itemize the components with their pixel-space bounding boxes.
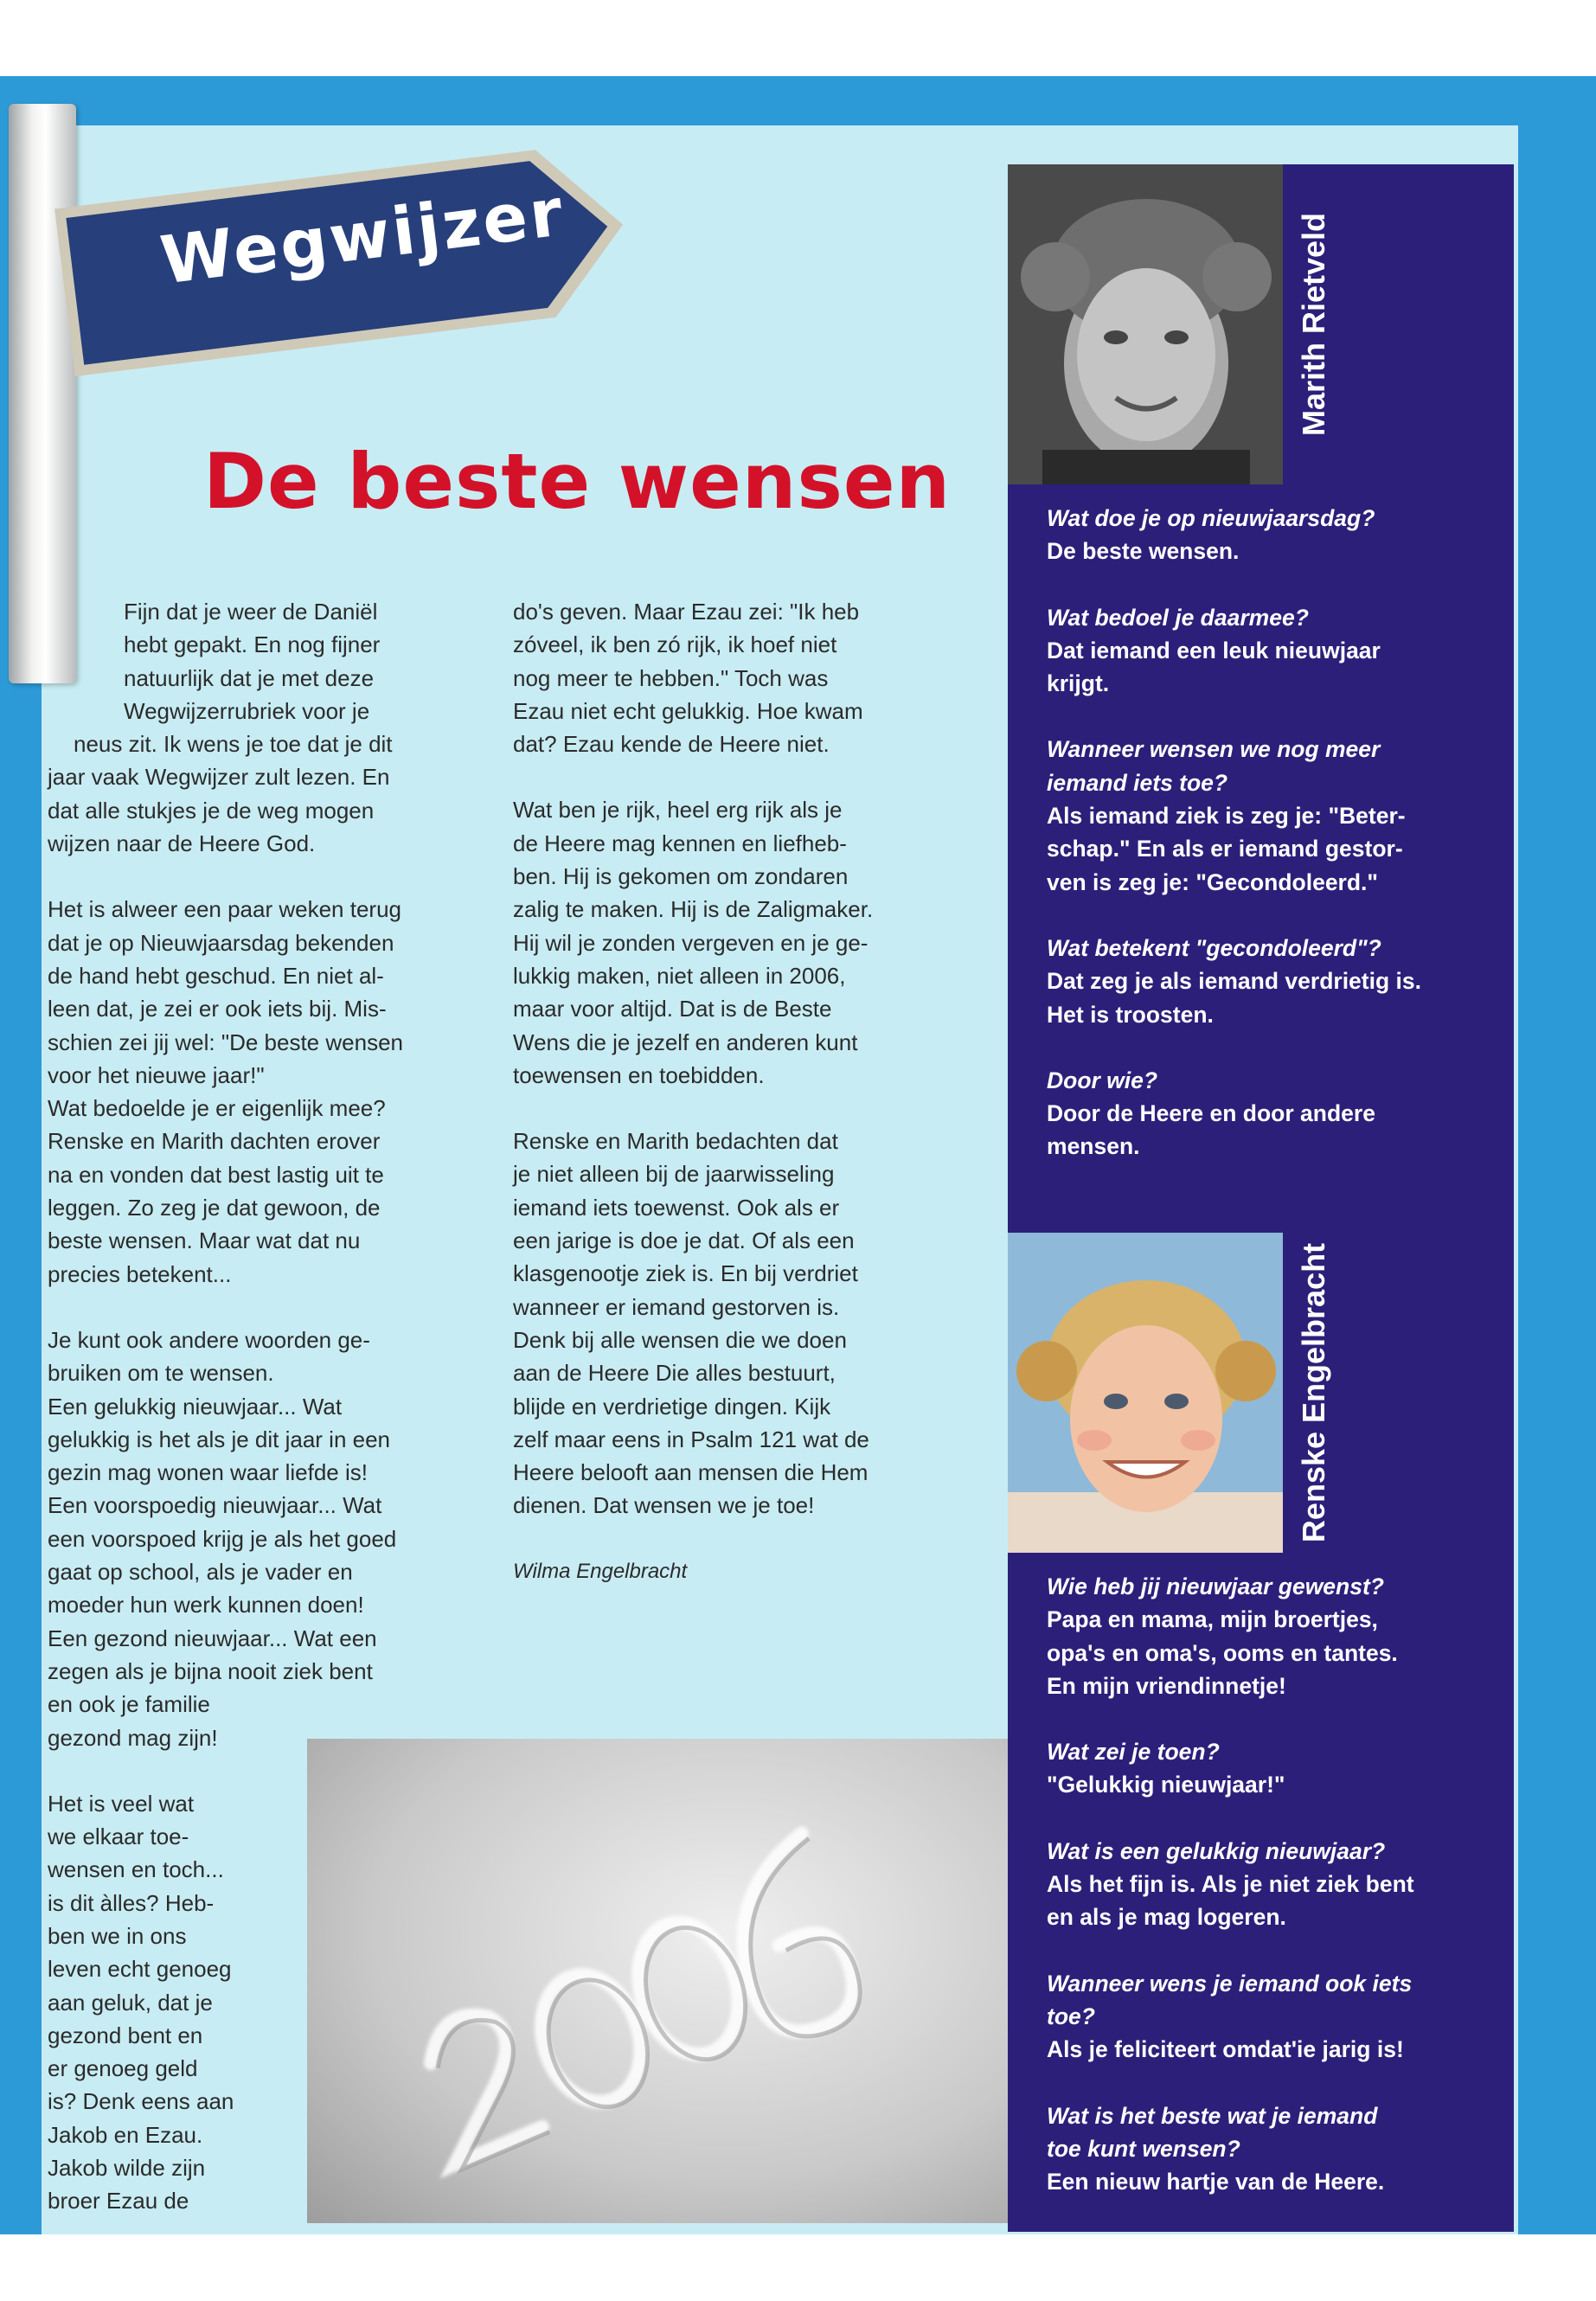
- answer: krijgt.: [1047, 670, 1110, 697]
- text-line: Jakob en Ezau.: [48, 2121, 203, 2148]
- name-label-marith: [1283, 164, 1345, 484]
- answer: En mijn vriendinnetje!: [1047, 1672, 1286, 1699]
- paragraph: [513, 595, 945, 760]
- text-line: Denk bij alle wensen die we doen: [513, 1326, 847, 1353]
- text-line: Het is alweer een paar weken terug: [48, 896, 402, 923]
- text-line: Hij wil je zonden vergeven en je ge-: [513, 929, 869, 956]
- text-line: Heere belooft aan mensen die Hem: [513, 1459, 869, 1486]
- text-line: Renske en Marith bedachten dat: [513, 1128, 838, 1155]
- text-line: Wegwijzerrubriek voor je: [124, 697, 370, 724]
- text-line: dat alle stukjes je de weg mogen: [48, 797, 375, 824]
- text-line: maar voor altijd. Dat is de Beste: [513, 996, 832, 1022]
- text-line: we elkaar toe-: [48, 1823, 189, 1850]
- answer: Een nieuw hartje van de Heere.: [1047, 2169, 1385, 2195]
- answer: en als je mag logeren.: [1047, 1904, 1286, 1931]
- qa-item: [1047, 932, 1497, 1031]
- text-line: leggen. Zo zeg je dat gewoon, de: [48, 1195, 381, 1221]
- text-line: gezond bent en: [48, 2022, 203, 2048]
- text-line: ben. Hij is gekomen om zondaren: [513, 863, 849, 890]
- text-line: gaat op school, als je vader en: [48, 1559, 353, 1586]
- text-line: er genoeg geld: [48, 2055, 198, 2082]
- text-line: Wat bedoelde je er eigenlijk mee?: [48, 1095, 386, 1122]
- interview-panel: [1008, 164, 1514, 2232]
- snow-2006-drawing: [307, 1739, 1008, 2223]
- text-line: schien zei jij wel: "De beste wensen: [48, 1029, 403, 1055]
- text-line: natuurlijk dat je met deze: [124, 664, 375, 691]
- question: Wat betekent "gecondoleerd"?: [1047, 934, 1381, 961]
- author-byline: Wilma Engelbracht: [513, 1559, 688, 1583]
- answer: De beste wensen.: [1047, 538, 1240, 565]
- text-line: en ook je familie: [48, 1691, 210, 1718]
- qa-item: [1047, 733, 1497, 898]
- text-line: is? Denk eens aan: [48, 2088, 234, 2115]
- question: Wat is een gelukkig nieuwjaar?: [1047, 1837, 1386, 1864]
- text-line: Een gelukkig nieuwjaar... Wat: [48, 1393, 343, 1420]
- question: Wat doe je op nieuwjaarsdag?: [1047, 505, 1375, 531]
- answer: "Gelukkig nieuwjaar!": [1047, 1772, 1285, 1798]
- text-line: iemand iets toewenst. Ook als er: [513, 1194, 840, 1221]
- text-line: toewensen en toebidden.: [513, 1061, 765, 1088]
- text-line: dienen. Dat wensen we je toe!: [513, 1492, 815, 1519]
- interview-marith: [1047, 502, 1497, 1196]
- qa-item: [1047, 502, 1497, 568]
- text-line: leven echt genoeg: [48, 1956, 232, 1983]
- text-line: een voorspoed krijg je als het goed: [48, 1525, 397, 1552]
- answer: schap." En als er iemand gestor-: [1047, 836, 1403, 862]
- answer: mensen.: [1047, 1133, 1140, 1160]
- text-line: bruiken om te wensen.: [48, 1360, 274, 1387]
- text-line: jaar vaak Wegwijzer zult lezen. En: [48, 764, 390, 791]
- paragraph-intro: [48, 595, 471, 860]
- text-line: gezin mag wonen waar liefde is!: [48, 1459, 368, 1486]
- text-line: wensen en toch...: [48, 1856, 224, 1883]
- text-line: voor het nieuwe jaar!": [48, 1061, 265, 1088]
- text-line: Renske en Marith dachten erover: [48, 1128, 381, 1155]
- answer: Door de Heere en door andere: [1047, 1100, 1375, 1127]
- text-line: zóveel, ik ben zó rijk, ik hoef niet: [513, 631, 837, 658]
- section-sign-label: Wegwijzer: [156, 173, 569, 299]
- text-line: Je kunt ook andere woorden ge-: [48, 1326, 370, 1353]
- article-title: De beste wensen: [203, 437, 952, 526]
- text-line: Een voorspoedig nieuwjaar... Wat: [48, 1492, 382, 1519]
- text-line: Jakob wilde zijn: [48, 2155, 206, 2182]
- paragraph: [48, 1787, 272, 2218]
- text-line: precies betekent...: [48, 1260, 232, 1287]
- qa-item: [1047, 2099, 1497, 2199]
- text-line: je niet alleen bij de jaarwisseling: [513, 1161, 835, 1188]
- question: Door wie?: [1047, 1067, 1158, 1093]
- question: toe?: [1047, 2003, 1095, 2029]
- text-line: Een gezond nieuwjaar... Wat een: [48, 1625, 377, 1651]
- text-line: Wens die je jezelf en anderen kunt: [513, 1029, 858, 1055]
- answer: Als iemand ziek is zeg je: "Beter-: [1047, 803, 1406, 830]
- text-line: broer Ezau de: [48, 2188, 189, 2214]
- question: Wanneer wensen we nog meer: [1047, 736, 1381, 763]
- answer: Het is troosten.: [1047, 1001, 1214, 1028]
- text-line: aan de Heere Die alles bestuurt,: [513, 1360, 836, 1387]
- qa-item: [1047, 1735, 1497, 1802]
- text-line: neus zit. Ik wens je toe dat je dit: [74, 731, 393, 758]
- text-line: nog meer te hebben." Toch was: [513, 664, 829, 691]
- text-line: gelukkig is het als je dit jaar in een: [48, 1426, 391, 1452]
- name-text: Marith Rietveld: [1296, 212, 1332, 437]
- girl-portrait-icon: [1008, 164, 1283, 484]
- text-line: ben we in ons: [48, 1922, 187, 1949]
- text-line: na en vonden dat best lastig uit te: [48, 1161, 384, 1188]
- answer: Als je feliciteert omdat'ie jarig is!: [1047, 2036, 1404, 2063]
- text-line: hebt gepakt. En nog fijner: [124, 631, 381, 658]
- answer: Papa en mama, mijn broertjes,: [1047, 1606, 1378, 1633]
- snow-photo: [307, 1739, 1008, 2223]
- text-line: wanneer er iemand gestorven is.: [513, 1293, 840, 1320]
- question: Wat zei je toen?: [1047, 1739, 1220, 1766]
- text-line: Fijn dat je weer de Daniël: [124, 599, 378, 625]
- portrait-marith: [1008, 164, 1283, 484]
- qa-item: [1047, 601, 1497, 701]
- paragraph: [48, 1324, 471, 1754]
- text-line: beste wensen. Maar wat dat nu: [48, 1227, 361, 1254]
- text-line: zalig te maken. Hij is de Zaligmaker.: [513, 896, 874, 923]
- text-line: zelf maar eens in Psalm 121 wat de: [513, 1426, 869, 1452]
- answer: ven is zeg je: "Gecondoleerd.": [1047, 868, 1378, 895]
- question: iemand iets toe?: [1047, 769, 1228, 796]
- text-line: dat? Ezau kende de Heere niet.: [513, 731, 830, 758]
- qa-item: [1047, 1570, 1497, 1702]
- text-line: dat je op Nieuwjaarsdag bekenden: [48, 929, 394, 956]
- portrait-renske: [1008, 1233, 1283, 1553]
- answer: Als het fijn is. Als je niet ziek bent: [1047, 1871, 1414, 1898]
- text-line: moeder hun werk kunnen doen!: [48, 1592, 364, 1618]
- text-line: Het is veel wat: [48, 1790, 195, 1817]
- answer: Dat zeg je als iemand verdrietig is.: [1047, 968, 1421, 995]
- name-text: Renske Engelbracht: [1296, 1242, 1331, 1543]
- paragraph: [513, 1125, 945, 1522]
- question: Wanneer wens je iemand ook iets: [1047, 1970, 1413, 1997]
- text-line: leen dat, je zei er ook iets bij. Mis-: [48, 996, 387, 1022]
- text-line: aan geluk, dat je: [48, 1989, 213, 2016]
- text-line: Ezau niet echt gelukkig. Hoe kwam: [513, 697, 863, 724]
- text-line: Wat ben je rijk, heel erg rijk als je: [513, 797, 843, 824]
- question: Wat bedoel je daarmee?: [1047, 604, 1309, 631]
- text-line: de hand hebt geschud. En niet al-: [48, 962, 384, 989]
- text-line: wijzen naar de Heere God.: [48, 830, 316, 857]
- interview-renske: [1047, 1570, 1497, 2231]
- question: toe kunt wensen?: [1047, 2135, 1240, 2162]
- qa-item: [1047, 1064, 1497, 1163]
- text-line: zegen als je bijna nooit ziek bent: [48, 1657, 373, 1684]
- girl-portrait-icon: [1008, 1233, 1283, 1553]
- qa-item: [1047, 1835, 1497, 1934]
- text-line: is dit àlles? Heb-: [48, 1889, 215, 1916]
- text-line: lukkig maken, niet alleen in 2006,: [513, 962, 846, 989]
- question: Wat is het beste wat je iemand: [1047, 2102, 1378, 2129]
- text-line: een jarige is doe je dat. Of als een: [513, 1227, 855, 1254]
- text-line: de Heere mag kennen en liefheb-: [513, 830, 847, 856]
- paragraph: [48, 893, 471, 1291]
- text-line: do's geven. Maar Ezau zei: "Ik heb: [513, 599, 860, 625]
- paragraph: [513, 793, 945, 1092]
- name-label-renske: [1283, 1233, 1345, 1553]
- question: Wie heb jij nieuwjaar gewenst?: [1047, 1574, 1384, 1599]
- article-column-2: [513, 595, 945, 1621]
- text-line: gezond mag zijn!: [48, 1724, 218, 1751]
- text-line: klasgenootje ziek is. En bij verdriet: [513, 1260, 858, 1287]
- answer: opa's en oma's, ooms en tantes.: [1047, 1639, 1398, 1666]
- qa-item: [1047, 1967, 1497, 2067]
- text-line: blijde en verdrietige dingen. Kijk: [513, 1393, 831, 1420]
- answer: Dat iemand een leuk nieuwjaar: [1047, 637, 1381, 663]
